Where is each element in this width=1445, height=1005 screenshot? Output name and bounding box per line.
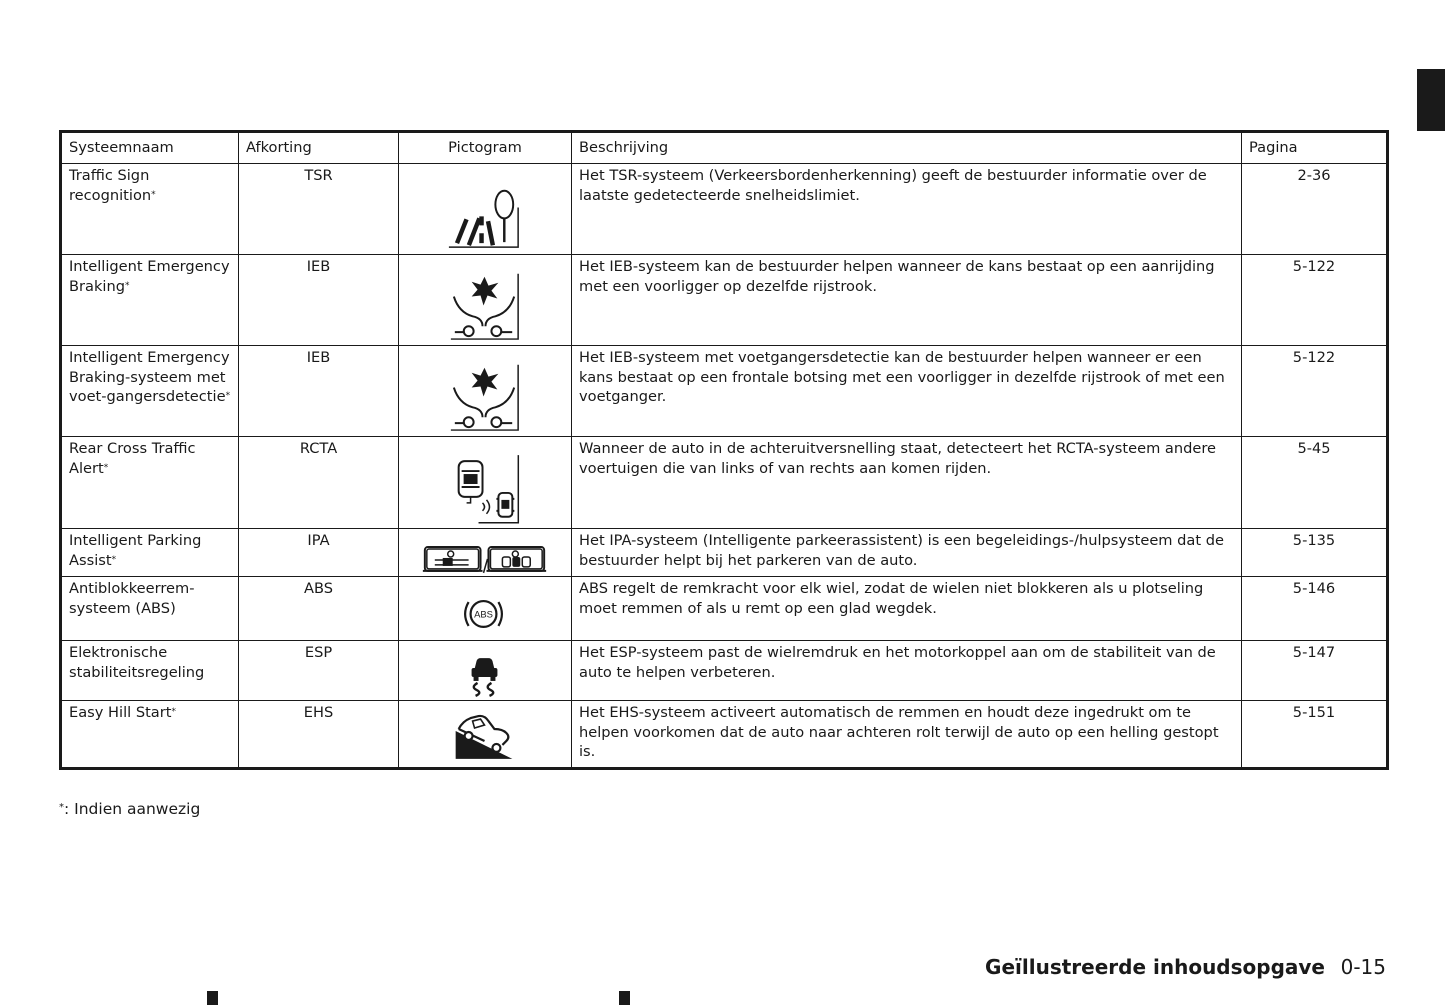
page-ref-cell: 5-45	[1242, 437, 1388, 529]
page-ref-cell: 5-151	[1242, 701, 1388, 769]
abbreviation-cell: IPA	[239, 529, 399, 577]
system-name: Antiblokkeerrem-systeem (ABS)	[69, 580, 195, 617]
abs-icon	[399, 577, 571, 640]
table-row	[61, 701, 1388, 769]
availability-asterisk: *	[124, 280, 130, 291]
description-cell: Het ESP-systeem past de wielremdruk en het motorkoppel aan om de stabiliteit van de auto te helpen verbeteren.	[572, 641, 1242, 701]
availability-asterisk: *	[111, 554, 117, 565]
availability-asterisk: *	[103, 462, 109, 473]
rear-cross-traffic-icon	[399, 437, 571, 528]
footer-section-title: Geïllustreerde inhoudsopgave	[985, 955, 1325, 979]
pictogram-cell	[399, 346, 572, 437]
page-ref-cell: 5-146	[1242, 577, 1388, 641]
description-cell: Het EHS-systeem activeert automatisch de remmen en houdt deze ingedrukt om te helpen voorkomen dat de auto naar achteren rolt terwijl de auto op een helling gestopt is.	[572, 701, 1242, 769]
header-abbreviation: Afkorting	[239, 132, 399, 164]
abbreviation-cell: TSR	[239, 164, 399, 255]
footnote-marker: *	[59, 802, 64, 813]
page-ref-cell: 2-36	[1242, 164, 1388, 255]
table-row	[61, 437, 1388, 529]
system-name-cell	[61, 164, 239, 255]
abs-icon-text: ABS	[474, 609, 493, 621]
description-cell: Wanneer de auto in de achteruitversnelling staat, detecteert het RCTA-systeem andere voertuigen die van links of van rechts aan komen rijden.	[572, 437, 1242, 529]
abbreviation-cell: EHS	[239, 701, 399, 769]
table-row	[61, 164, 1388, 255]
system-name: Traffic Sign recognition	[69, 167, 152, 204]
table-row	[61, 641, 1388, 701]
system-name: Easy Hill Start	[69, 704, 172, 721]
system-name: Rear Cross Traffic Alert	[69, 440, 196, 477]
system-name: Intelligent Parking Assist	[69, 532, 202, 569]
section-edge-tab	[1417, 69, 1445, 131]
description-cell: ABS regelt de remkracht voor elk wiel, zodat de wielen niet blokkeren als u plotseling moet remmen of als u remt op een glad wegdek.	[572, 577, 1242, 641]
page-ref-cell: 5-122	[1242, 255, 1388, 346]
abbreviation-cell: IEB	[239, 255, 399, 346]
description-cell: Het IPA-systeem (Intelligente parkeerassistent) is een begeleidings-/hulpsysteem dat de bestuurder helpt bij het parkeren van de auto.	[572, 529, 1242, 577]
system-name-cell	[61, 346, 239, 437]
availability-asterisk: *	[171, 707, 176, 717]
traffic-sign-recognition-icon	[399, 164, 571, 254]
system-name: Elektronische stabiliteitsregeling	[69, 644, 205, 681]
system-name-cell	[61, 437, 239, 529]
abbreviation-cell: ABS	[239, 577, 399, 641]
page-ref-cell: 5-122	[1242, 346, 1388, 437]
crop-mark	[619, 991, 630, 1005]
system-name-cell	[61, 255, 239, 346]
emergency-braking-icon	[399, 255, 571, 345]
hill-start-icon	[399, 701, 571, 767]
footnote	[59, 800, 200, 818]
pictogram-cell	[399, 255, 572, 346]
pictogram-cell	[399, 437, 572, 529]
system-name: Intelligent Emergency Braking-systeem met voet-gangersdetectie	[69, 349, 230, 405]
emergency-braking-pedestrian-icon	[399, 346, 571, 436]
pictogram-cell	[399, 529, 572, 577]
crop-mark	[207, 991, 218, 1005]
abbreviation-cell: ESP	[239, 641, 399, 701]
system-name-cell	[61, 529, 239, 577]
table-row	[61, 255, 1388, 346]
footnote-text: : Indien aanwezig	[64, 800, 201, 818]
systems-table	[59, 130, 1389, 770]
description-cell: Het TSR-systeem (Verkeersbordenherkenning) geeft de bestuurder informatie over de laatste gedetecteerde snelheidslimiet.	[572, 164, 1242, 255]
parking-assist-icon	[399, 529, 571, 576]
table-header-row	[61, 132, 1388, 164]
table-row	[61, 529, 1388, 577]
header-page: Pagina	[1242, 132, 1388, 164]
availability-asterisk: *	[225, 391, 231, 401]
pictogram-cell	[399, 164, 572, 255]
pictogram-cell	[399, 641, 572, 701]
table-row	[61, 577, 1388, 641]
footer-page-number: 0-15	[1340, 955, 1386, 979]
table-row	[61, 346, 1388, 437]
system-name-cell	[61, 641, 239, 701]
pictogram-cell	[399, 701, 572, 769]
system-name-cell	[61, 577, 239, 641]
header-pictogram: Pictogram	[399, 132, 572, 164]
pictogram-cell	[399, 577, 572, 641]
description-cell: Het IEB-systeem met voetgangersdetectie kan de bestuurder helpen wanneer er een kans bestaat op een frontale botsing met een voorligger in dezelfde rijstrook of met een voetganger.	[572, 346, 1242, 437]
page-ref-cell: 5-135	[1242, 529, 1388, 577]
system-name: Intelligent Emergency Braking	[69, 258, 230, 295]
page-ref-cell: 5-147	[1242, 641, 1388, 701]
system-name-cell	[61, 701, 239, 769]
abbreviation-cell: IEB	[239, 346, 399, 437]
availability-asterisk: *	[151, 189, 156, 200]
abbreviation-cell: RCTA	[239, 437, 399, 529]
header-description: Beschrijving	[572, 132, 1242, 164]
description-cell: Het IEB-systeem kan de bestuurder helpen wanneer de kans bestaat op een aanrijding met een voorligger op dezelfde rijstrook.	[572, 255, 1242, 346]
skidding-car-icon	[399, 641, 571, 700]
header-system-name: Systeemnaam	[61, 132, 239, 164]
